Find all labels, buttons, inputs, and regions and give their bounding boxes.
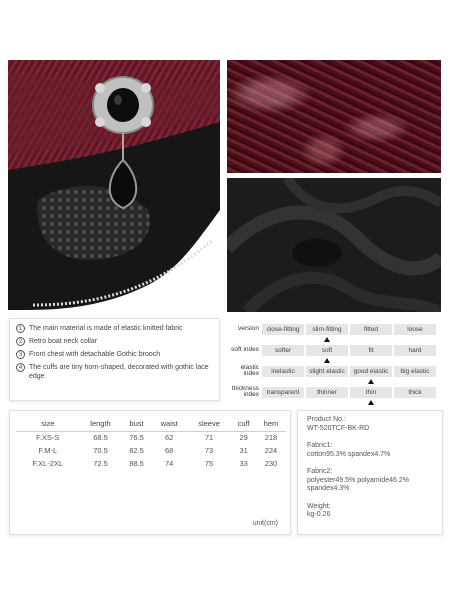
- knit-fold-icon: [227, 178, 441, 312]
- table-cell: 68: [164, 446, 174, 455]
- index-option: good elastic: [350, 366, 392, 377]
- feature-number: 3: [16, 350, 25, 359]
- table-cell: 68.5: [93, 433, 108, 443]
- unit-label: unit(cm): [252, 520, 278, 527]
- fabric2-label: Fabric2:: [307, 468, 333, 475]
- index-option: transparent: [262, 387, 304, 398]
- table-row: [16, 431, 286, 444]
- gothic-brooch-icon: [8, 60, 220, 312]
- table-cell: F.M-L: [38, 446, 58, 455]
- fabric1-value: cotton95.3% spandex4.7%: [307, 450, 391, 458]
- column-header: waist: [152, 417, 187, 431]
- feature-item: [16, 337, 213, 346]
- features-card: [9, 318, 220, 401]
- index-option: fit: [350, 345, 392, 356]
- column-header: sleeve: [187, 417, 232, 431]
- table-cell: 31: [239, 446, 248, 455]
- table-cell: 76.5: [129, 433, 144, 443]
- feature-number: 4: [16, 363, 25, 372]
- triangle-up-icon: [368, 379, 374, 384]
- table-cell: F.XL-2XL: [32, 459, 64, 468]
- index-option: big elastic: [394, 366, 436, 377]
- table-cell: 230: [264, 459, 278, 468]
- table-cell: 74: [164, 459, 174, 468]
- column-header: length: [79, 417, 121, 431]
- feature-text: Front chest with detachable Gothic brooch: [29, 351, 161, 358]
- size-chart-card: [9, 410, 291, 535]
- fabric2-block: [307, 468, 433, 494]
- table-cell: 73: [204, 446, 214, 455]
- feature-text: The main material is made of elastic knitted fabric: [29, 325, 183, 332]
- weight-block: [307, 503, 433, 520]
- index-label: thickness index: [231, 384, 259, 398]
- column-header: bust: [122, 417, 152, 431]
- table-cell: 88.5: [129, 459, 144, 468]
- size-table: [16, 417, 286, 470]
- table-row: [16, 444, 286, 457]
- index-label: soft index: [231, 345, 259, 353]
- size-table-header: [16, 417, 286, 431]
- weight-label: Weight:: [307, 502, 331, 510]
- index-option: fitted: [350, 324, 392, 335]
- feature-text: Retro boat neck collar: [29, 338, 98, 345]
- table-cell: 75: [204, 459, 214, 468]
- feature-number: 2: [16, 337, 25, 346]
- index-option: loose: [394, 324, 436, 335]
- table-cell: F.XS-S: [36, 433, 60, 443]
- product-number-label: Product No.:: [307, 416, 346, 423]
- elastic-index-row: [228, 364, 442, 378]
- product-number-value: WT-520TCF-BK-RD: [307, 424, 370, 432]
- index-label: elastic index: [240, 363, 259, 377]
- feature-item: [16, 324, 213, 333]
- product-number-block: [307, 416, 433, 433]
- index-option: thick: [394, 387, 436, 398]
- version-row: [228, 322, 442, 336]
- triangle-up-icon: [324, 358, 330, 363]
- index-option: slim-fitting: [306, 324, 348, 335]
- table-cell: 71: [204, 433, 214, 443]
- fabric-texture-photo: [227, 60, 441, 173]
- index-option: thin: [350, 387, 392, 398]
- index-option: soft: [306, 345, 348, 356]
- column-header: hem: [256, 417, 286, 431]
- fabric1-label: Fabric1:: [307, 442, 333, 449]
- table-cell: 218: [264, 433, 278, 443]
- fabric2-value: spandex4.3%: [307, 485, 350, 492]
- index-option: thinner: [306, 387, 348, 398]
- table-cell: 29: [239, 433, 248, 443]
- feature-number: 1: [16, 324, 25, 333]
- thickness-index-row: [228, 385, 442, 399]
- table-row: [16, 457, 286, 470]
- column-header: size: [16, 417, 79, 431]
- index-option: inelastic: [262, 366, 304, 377]
- index-panel: [228, 320, 442, 401]
- index-option: close-fitting: [262, 324, 304, 335]
- table-cell: 70.5: [93, 446, 108, 455]
- weight-value: kg-0.26: [307, 511, 331, 518]
- feature-text: The cuffs are tiny horn-shaped, decorated with gothic lace edge: [29, 364, 209, 380]
- triangle-up-icon: [324, 337, 330, 342]
- table-cell: 82.5: [129, 446, 144, 455]
- index-option: slight elastic: [306, 366, 348, 377]
- index-option: softer: [262, 345, 304, 356]
- table-cell: 33: [239, 459, 248, 468]
- index-label: version: [238, 324, 259, 332]
- knit-texture-photo: [227, 178, 441, 312]
- table-cell: 72.5: [93, 459, 108, 468]
- table-cell: 224: [264, 446, 278, 455]
- soft-index-row: [228, 343, 442, 357]
- product-info-card: [297, 410, 443, 535]
- brooch-detail-photo: [8, 60, 220, 312]
- triangle-up-icon: [368, 400, 374, 405]
- feature-item: [16, 350, 213, 359]
- fabric2-value: polyester49.5% polyamide46.2%: [307, 476, 409, 484]
- table-cell: 62: [164, 433, 174, 443]
- column-header: cuff: [231, 417, 256, 431]
- index-option: hard: [394, 345, 436, 356]
- feature-item: [16, 363, 213, 381]
- fabric1-block: [307, 442, 433, 459]
